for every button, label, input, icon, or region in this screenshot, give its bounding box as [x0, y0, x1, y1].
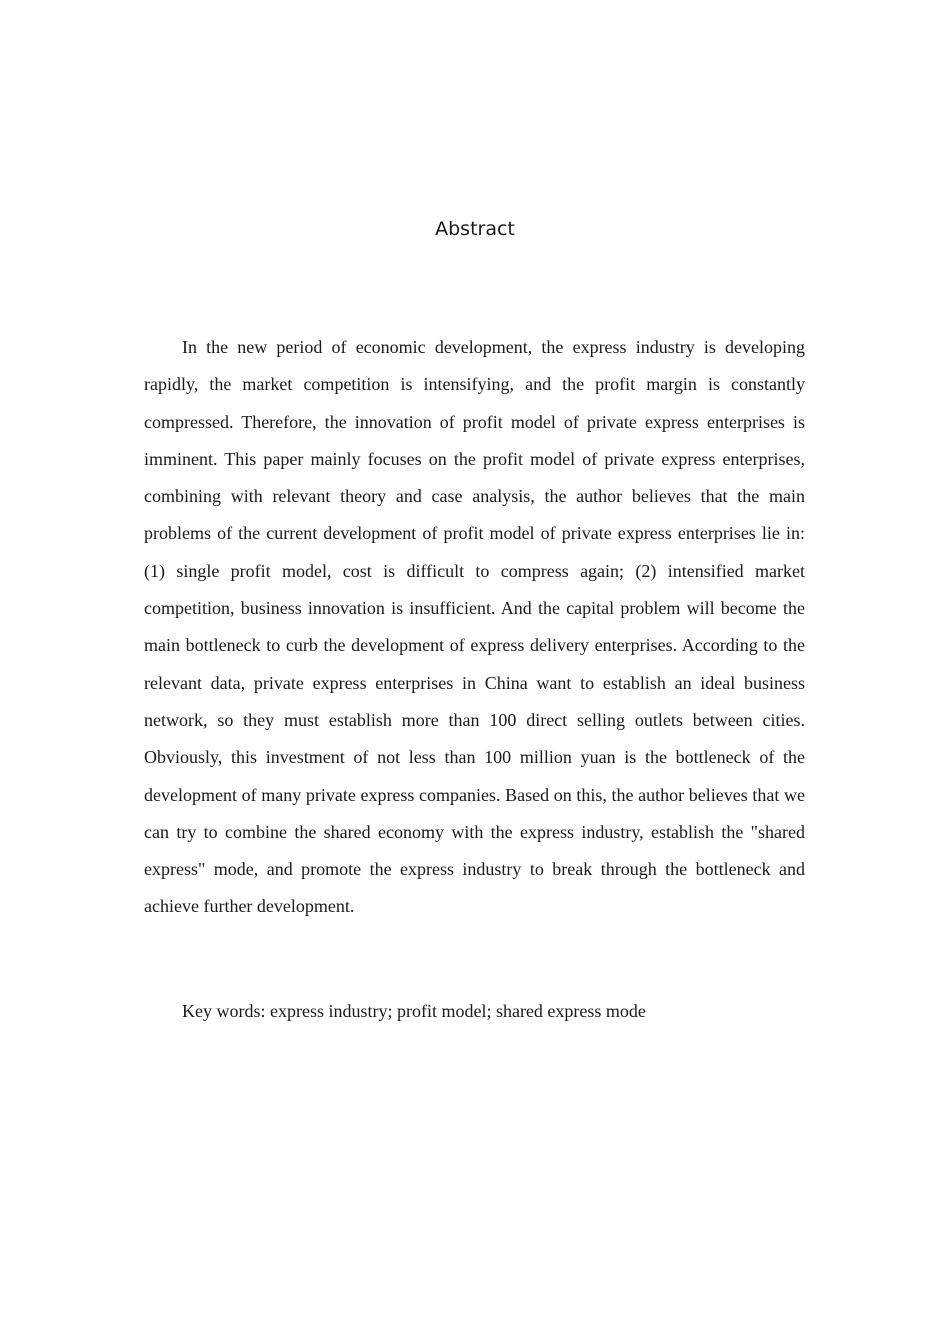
abstract-paragraph: In the new period of economic development, the express industry is developing rapidly, the market competition is intensifying, and the profit margin is constantly compressed. Therefore, the innovation of profit model of private express enterprises is imminent. This paper mainly focuses on the profit model of private express enterprises, combining with relevant theory and case analysis, the author believes that the main problems of the current development of profit model of private express enterprises lie in: (1) single profit model, cost is difficult to compress again; (2) intensified market competition, business innovation is insufficient. And the capital problem will become the main bottleneck to curb the development of express delivery enterprises. According to the relevant data, private express enterprises in China want to establish an ideal business network, so they must establish more than 100 direct selling outlets between cities. Obviously, this investment of not less than 100 million yuan is the bottleneck of the development of many private express companies. Based on this, the author believes that we can try to combine the shared economy with the express industry, establish the "shared express" mode, and promote the express industry to break through the bottleneck and achieve further development.	[144, 337, 805, 917]
page-title: Abstract	[435, 218, 515, 240]
keywords-line: Key words: express industry; profit model; shared express mode	[182, 1001, 646, 1021]
